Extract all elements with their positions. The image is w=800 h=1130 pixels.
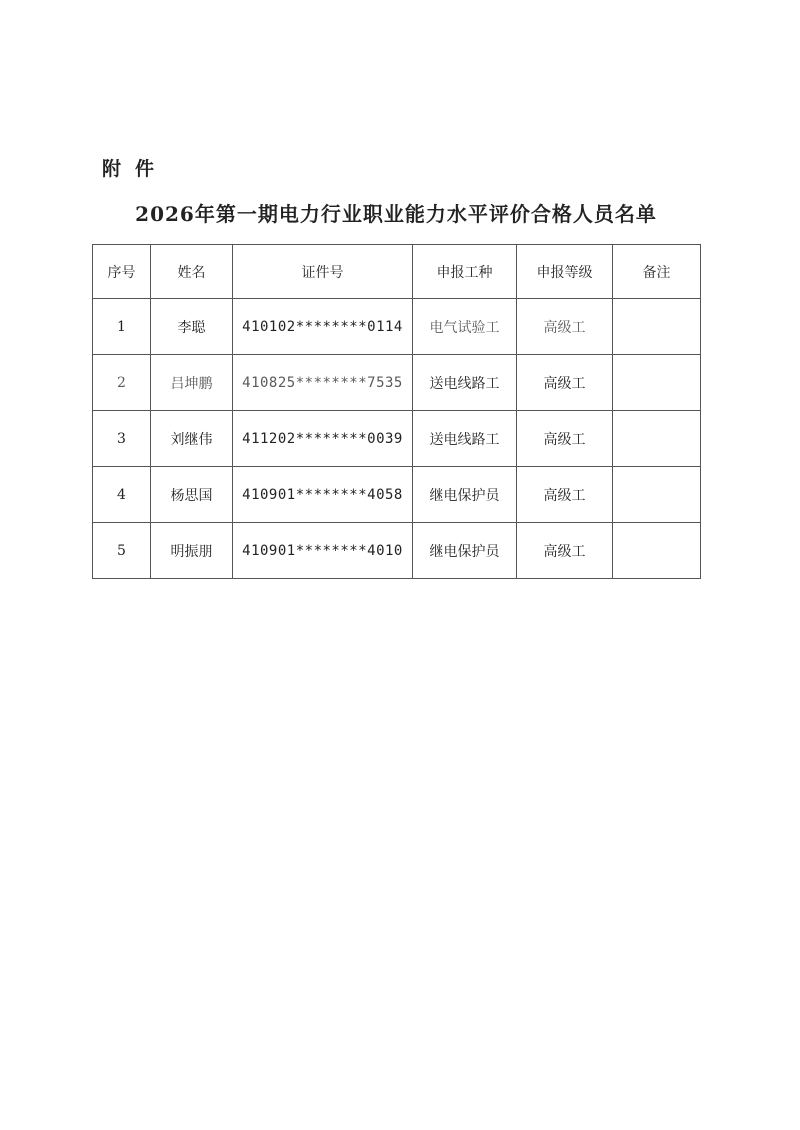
cell-name: 李聪 [151,299,233,355]
cell-name: 明振朋 [151,523,233,579]
cell-name: 刘继伟 [151,411,233,467]
cell-note [613,355,701,411]
qualified-personnel-table [92,244,701,579]
cell-name: 吕坤鹏 [151,355,233,411]
header-id-number: 证件号 [233,245,413,299]
cell-seq: 4 [93,467,151,523]
cell-seq: 2 [93,355,151,411]
table-row [93,355,701,411]
cell-job-type: 送电线路工 [413,411,517,467]
cell-seq: 1 [93,299,151,355]
cell-note [613,299,701,355]
cell-id-number: 410102********0114 [233,299,413,355]
cell-level: 高级工 [517,299,613,355]
cell-job-type: 继电保护员 [413,523,517,579]
cell-level: 高级工 [517,523,613,579]
header-job-type: 申报工种 [413,245,517,299]
cell-seq: 3 [93,411,151,467]
table-row [93,299,701,355]
table-row [93,467,701,523]
cell-job-type: 电气试验工 [413,299,517,355]
cell-note [613,523,701,579]
cell-id-number: 410901********4010 [233,523,413,579]
header-note: 备注 [613,245,701,299]
cell-job-type: 继电保护员 [413,467,517,523]
cell-level: 高级工 [517,467,613,523]
cell-id-number: 411202********0039 [233,411,413,467]
table-row [93,523,701,579]
cell-id-number: 410901********4058 [233,467,413,523]
table-row [93,411,701,467]
cell-job-type: 送电线路工 [413,355,517,411]
cell-name: 杨思国 [151,467,233,523]
header-level: 申报等级 [517,245,613,299]
cell-seq: 5 [93,523,151,579]
cell-note [613,467,701,523]
table-header-row [93,245,701,299]
header-seq: 序号 [93,245,151,299]
document-title: 2026年第一期电力行业职业能力水平评价合格人员名单 [135,202,657,226]
attachment-label: 附件 [102,158,169,180]
cell-level: 高级工 [517,411,613,467]
cell-note [613,411,701,467]
cell-id-number: 410825********7535 [233,355,413,411]
cell-level: 高级工 [517,355,613,411]
header-name: 姓名 [151,245,233,299]
